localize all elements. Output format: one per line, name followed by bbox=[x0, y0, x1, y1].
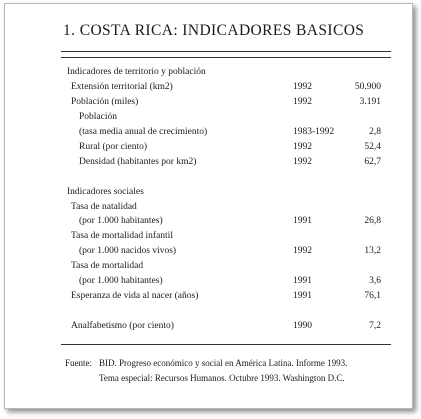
table-row bbox=[5, 97, 412, 111]
row-value: 7,2 bbox=[369, 321, 381, 331]
title-rule-bottom bbox=[61, 57, 391, 58]
table-row bbox=[5, 202, 412, 216]
source-label: Fuente: bbox=[65, 358, 92, 368]
row-value: 62,7 bbox=[364, 157, 381, 167]
row-label: Rural (por ciento) bbox=[79, 142, 148, 152]
page-title: 1. COSTA RICA: INDICADORES BASICOS bbox=[63, 22, 365, 39]
row-value: 26,8 bbox=[364, 216, 381, 226]
row-year: 1992 bbox=[293, 246, 312, 256]
section-heading-text: Indicadores sociales bbox=[67, 187, 144, 197]
row-value: 13,2 bbox=[364, 246, 381, 256]
row-label: Tasa de natalidad bbox=[71, 202, 137, 212]
row-label: Población bbox=[79, 112, 117, 122]
table-bottom-rule bbox=[61, 344, 391, 345]
row-year: 1991 bbox=[293, 276, 312, 286]
table-row bbox=[5, 82, 412, 96]
row-value: 2,8 bbox=[369, 127, 381, 137]
table-row bbox=[5, 216, 412, 230]
row-label: Analfabetismo (por ciento) bbox=[71, 321, 174, 331]
row-value: 76,1 bbox=[364, 291, 381, 301]
row-value: 3.191 bbox=[359, 97, 381, 107]
row-year: 1991 bbox=[293, 291, 312, 301]
row-value: 52,4 bbox=[364, 142, 381, 152]
document-page bbox=[4, 3, 413, 409]
row-label: (por 1.000 habitantes) bbox=[79, 216, 163, 226]
title-rule-top bbox=[61, 51, 391, 52]
table-row bbox=[5, 276, 412, 290]
section-heading-social bbox=[5, 187, 412, 201]
row-value: 50.900 bbox=[354, 82, 381, 92]
row-year: 1990 bbox=[293, 321, 312, 331]
table-row bbox=[5, 157, 412, 171]
table-row bbox=[5, 231, 412, 245]
row-year: 1992 bbox=[293, 97, 312, 107]
row-label: Población (miles) bbox=[71, 97, 139, 107]
row-value: 3,6 bbox=[369, 276, 381, 286]
row-year: 1992 bbox=[293, 142, 312, 152]
source-text-continued: Tema especial: Recursos Humanos. Octubre 1993. Washington D.C. bbox=[99, 373, 345, 383]
row-label: (por 1.000 nacidos vivos) bbox=[79, 246, 177, 256]
section-heading-text: Indicadores de territorio y población bbox=[67, 67, 206, 77]
row-label: Tasa de mortalidad infantil bbox=[71, 231, 173, 241]
row-label: Tasa de mortalidad bbox=[71, 261, 144, 271]
section-heading-territory bbox=[5, 67, 412, 81]
row-year: 1983-1992 bbox=[293, 127, 335, 137]
table-row bbox=[5, 321, 412, 335]
table-row bbox=[5, 112, 412, 126]
table-row bbox=[5, 127, 412, 141]
table-row bbox=[5, 246, 412, 260]
row-label: (por 1.000 habitantes) bbox=[79, 276, 163, 286]
table-row bbox=[5, 261, 412, 275]
row-label: Densidad (habitantes por km2) bbox=[79, 157, 197, 167]
row-label: Extensión territorial (km2) bbox=[71, 82, 173, 92]
row-year: 1992 bbox=[293, 157, 312, 167]
source-text: BID. Progreso económico y social en América Latina. Informe 1993. bbox=[99, 358, 348, 368]
table-row bbox=[5, 142, 412, 156]
row-label: (tasa media anual de crecimiento) bbox=[79, 127, 208, 137]
row-label: Esperanza de vida al nacer (años) bbox=[71, 291, 199, 301]
row-year: 1991 bbox=[293, 216, 312, 226]
row-year: 1992 bbox=[293, 82, 312, 92]
table-row bbox=[5, 291, 412, 305]
